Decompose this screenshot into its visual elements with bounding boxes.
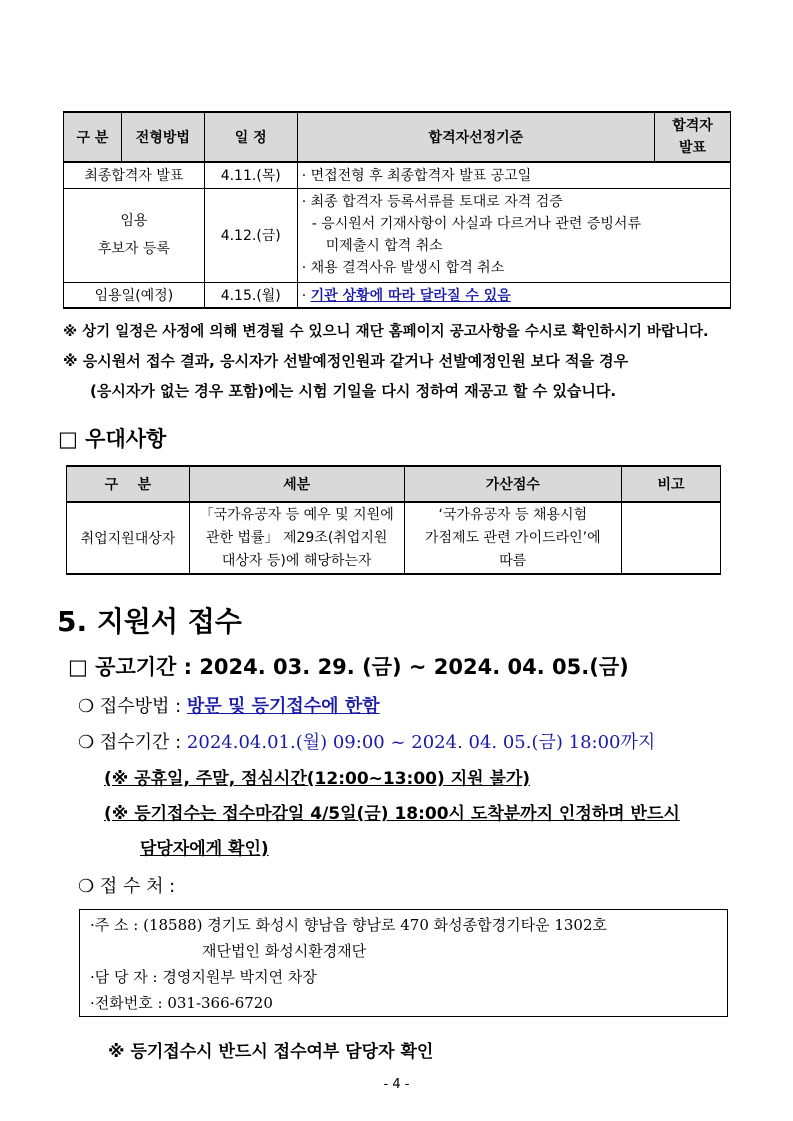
row-points: ‘국가유공자 등 채용시험 가점제도 관련 가이드라인’에 따름 — [404, 502, 622, 574]
preference-header-row — [67, 466, 721, 502]
preference-table — [66, 465, 721, 575]
header-category: 구 분 — [64, 112, 122, 162]
header-points: 가산점수 — [404, 466, 622, 502]
row-remark — [622, 502, 721, 574]
row-date: 4.15.(월) — [204, 282, 297, 308]
table-row — [64, 188, 731, 282]
header-criteria: 합격자선정기준 — [297, 112, 654, 162]
table-row — [67, 502, 721, 574]
preference-heading: □ 우대사항 — [58, 427, 167, 451]
section-title: 5. 지원서 접수 — [57, 605, 242, 638]
contact-person: ·담 당 자 : 경영지원부 박지연 차장 — [90, 968, 317, 986]
row-category: 최종합격자 발표 — [64, 162, 205, 188]
header-announce: 합격자 발표 — [655, 112, 731, 162]
row-detail: 「국가유공자 등 예우 및 지원에 관한 법률」 제29조(취업지원 대상자 등)에 해당하는자 — [189, 502, 404, 574]
row-category: 취업지원대상자 — [67, 502, 190, 574]
address-box — [79, 909, 728, 1017]
row-criteria: · 최종 합격자 등록서류를 토대로 자격 검증 - 응시원서 기재사항이 사실과 다르거나 관련 증빙서류 미제출시 합격 취소 · 채용 결격사유 발생시 합격 취소 — [297, 188, 730, 282]
final-note: ※ 등기접수시 반드시 접수여부 담당자 확인 — [108, 1042, 434, 1062]
place-label: ❍ 접 수 처 : — [78, 876, 176, 897]
schedule-table — [63, 111, 731, 309]
header-method: 전형방법 — [121, 112, 204, 162]
row-category: 임용일(예정) — [64, 282, 205, 308]
address-line: ·주 소 : (18588) 경기도 화성시 향남읍 향남로 470 화성종합경기타운 1302호 — [90, 916, 608, 934]
phone-number: ·전화번호 : 031-366-6720 — [90, 994, 273, 1012]
header-remark: 비고 — [622, 466, 721, 502]
row-date: 4.11.(목) — [204, 162, 297, 188]
method-line: ❍ 접수방법 : 방문 및 등기접수에 한함 — [78, 696, 380, 717]
address-line-cont: 재단법인 화성시환경재단 — [202, 942, 367, 960]
applicant-note-cont: (응시자가 없는 경우 포함)에는 시험 기일을 다시 정하여 재공고 할 수 있습니다. — [90, 382, 617, 400]
header-date: 일 정 — [204, 112, 297, 162]
row-date: 4.12.(금) — [204, 188, 297, 282]
schedule-note: ※ 상기 일정은 사정에 의해 변경될 수 있으니 재단 홈페이지 공고사항을 수시로 확인하시기 바랍니다. — [63, 324, 709, 340]
announcement-period: □ 공고기간 : 2024. 03. 29. (금) ~ 2024. 04. 05.(금) — [68, 655, 629, 679]
schedule-header-row — [64, 112, 731, 162]
row-category: 임용 후보자 등록 — [64, 188, 205, 282]
header-category: 구 분 — [67, 466, 190, 502]
row-criteria: · 면접전형 후 최종합격자 발표 공고일 — [297, 162, 730, 188]
row-criteria: · 기관 상황에 따라 달라질 수 있음 — [297, 282, 730, 308]
applicant-note: ※ 응시원서 접수 결과, 응시자가 선발예정인원과 같거나 선발예정인원 보다 적을 경우 — [63, 352, 629, 370]
period-note: (※ 공휴일, 주말, 점심시간(12:00~13:00) 지원 불가) — [104, 769, 531, 789]
period-line: ❍ 접수기간 : 2024.04.01.(월) 09:00 ~ 2024. 04. 05.(금) 18:00까지 — [78, 732, 656, 753]
table-row — [64, 162, 731, 188]
table-row — [64, 282, 731, 308]
registered-mail-note: (※ 등기접수는 접수마감일 4/5일(금) 18:00시 도착분까지 인정하며 반드시 — [104, 804, 680, 824]
header-detail: 세분 — [189, 466, 404, 502]
page-number: - 4 - — [383, 1077, 410, 1092]
registered-mail-note-cont: 담당자에게 확인) — [140, 839, 269, 859]
